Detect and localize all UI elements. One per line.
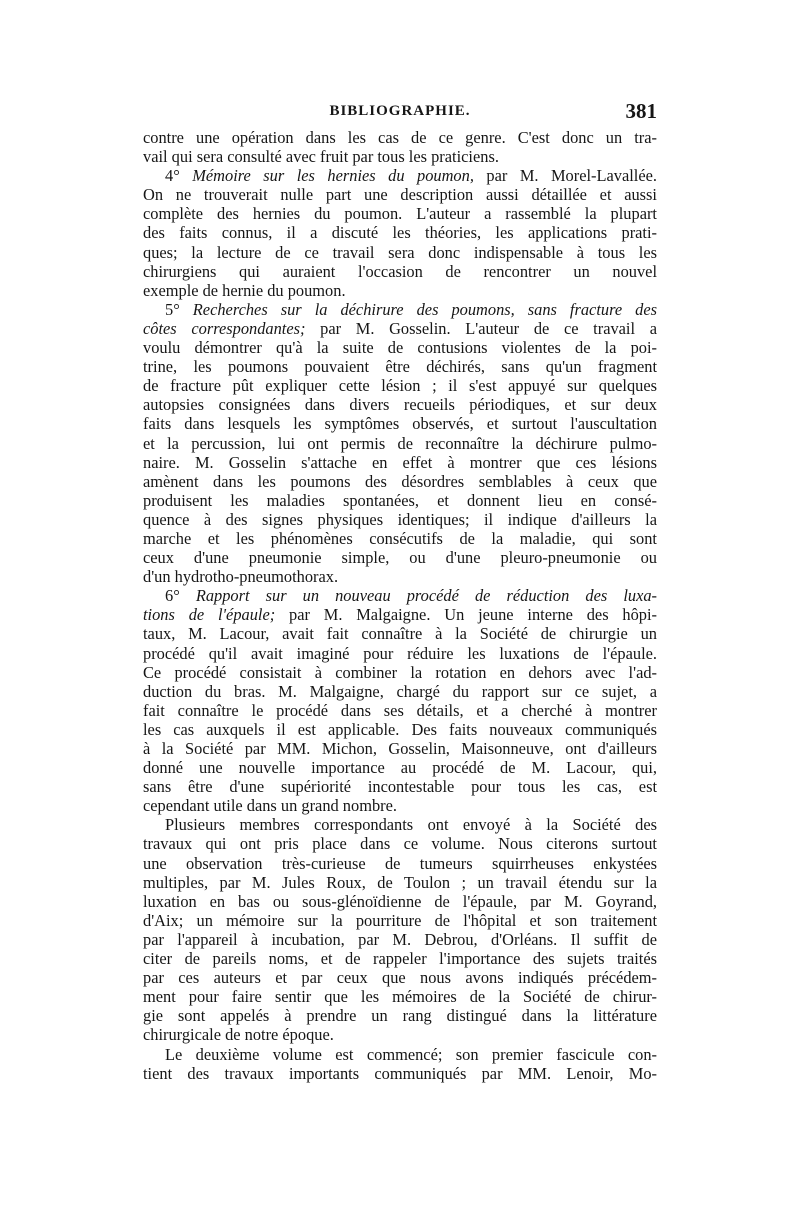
running-title: BIBLIOGRAPHIE. [329,103,471,119]
line-text: et la percussion, lui ont permis de reconnaître la déchirure pulmo- [143,433,657,453]
text-line [143,491,657,510]
text-line [143,147,657,166]
text-line [143,586,657,605]
text-line [143,1025,657,1044]
line-text: taux, M. Lacour, avait fait connaître à la Société de chirurgie un [143,624,657,644]
text-line [143,319,657,338]
text-line [143,128,657,147]
line-text: par ces auteurs et par ceux que nous avons indiqués précédem- [143,968,657,988]
text-line [143,529,657,548]
text-line [143,338,657,357]
line-text: par M. Gosselin. L'auteur de ce travail a [305,318,657,338]
text-line [143,873,657,892]
line-text: vail qui sera consulté avec fruit par tous les praticiens. [143,147,499,167]
text-line [143,395,657,414]
line-text: marche et les phénomènes consécutifs de la maladie, qui sont [143,528,657,548]
text-line [143,739,657,758]
line-text: ment pour faire sentir que les mémoires de la Société de chirur- [143,987,657,1007]
text-line [143,930,657,949]
italic-title-text: Mémoire sur les hernies du poumon, [192,166,474,186]
line-text: 5° [165,299,193,319]
text-line [143,281,657,300]
page-header [143,96,657,126]
text-line [143,1064,657,1083]
line-text: d'un hydrotho-pneumothorax. [143,567,339,587]
text-line [143,834,657,853]
italic-title-text: Recherches sur la déchirure des poumons, sans fracture des [192,299,657,319]
line-text: amènent dans les poumons des désordres semblables à ceux que [143,471,657,491]
text-line [143,796,657,815]
text-line [143,223,657,242]
text-line [143,605,657,624]
line-text: de fracture pût expliquer cette lésion ; il s'est appuyé sur quelques [143,376,657,396]
text-line [143,472,657,491]
line-text: ques; la lecture de ce travail sera donc indispensable à tous les [143,242,657,262]
line-text: contre une opération dans les cas de ce genre. C'est donc un tra- [143,128,657,147]
line-text: tient des travaux importants communiqués par MM. Lenoir, Mo- [143,1063,657,1083]
text-line [143,1006,657,1025]
text-line [143,777,657,796]
text-line [143,701,657,720]
text-line [143,815,657,834]
text-line [143,968,657,987]
text-line [143,434,657,453]
line-text: autopsies consignées dans divers recueils périodiques, et sur deux [143,395,657,415]
line-text: à la Société par MM. Michon, Gosselin, Maisonneuve, ont d'ailleurs [143,739,657,758]
line-text: travaux qui ont pris place dans ce volume. Nous citerons surtout [143,834,657,854]
line-text: une observation très-curieuse de tumeurs squirrheuses enkystées [143,853,657,873]
line-text: Le deuxième volume est commencé; son premier fascicule con- [165,1044,657,1064]
text-line [143,644,657,663]
line-text: les cas auxquels il est applicable. Des faits nouveaux communiqués [143,719,657,739]
text-line [143,376,657,395]
text-line [143,300,657,319]
line-text: chirurgicale de notre époque. [143,1025,334,1045]
text-line [143,548,657,567]
line-text: multiples, par M. Jules Roux, de Toulon ; un travail étendu sur la [143,872,657,892]
line-text: ceux d'une pneumonie simple, ou d'une pleuro-pneumonie ou [143,548,657,568]
line-text: fait connaître le procédé dans ses détails, et a cherché à montrer [143,700,657,720]
line-text: exemple de hernie du poumon. [143,280,346,300]
line-text: quence à des signes physiques identiques; il indique d'ailleurs la [143,509,657,529]
text-line [143,243,657,262]
line-text: citer de pareils noms, et de rappeler l'importance des sujets traités [143,949,657,969]
line-text: procédé qu'il avait imaginé pour réduire les luxations de l'épaule. [143,643,657,663]
line-text: complète des hernies du poumon. L'auteur a rassemblé la plupart [143,204,657,224]
text-line [143,185,657,204]
body-text [143,128,657,1083]
italic-title-text: côtes correspondantes; [143,318,306,338]
line-text: cependant utile dans un grand nombre. [143,796,397,816]
line-text: Ce procédé consistait à combiner la rotation en dehors avec l'ad- [143,662,657,682]
text-line [143,892,657,911]
text-line [143,204,657,223]
text-line [143,262,657,281]
line-text: voulu démontrer qu'à la suite de contusions violentes de la poi- [143,338,657,358]
line-text: naire. M. Gosselin s'attache en effet à montrer que ces lésions [143,452,657,472]
line-text: duction du bras. M. Malgaigne, chargé du rapport sur ce sujet, a [143,681,657,701]
page-number: 381 [625,99,657,123]
line-text: chirurgiens qui auraient l'occasion de rencontrer un nouvel [143,261,657,281]
line-text: Plusieurs membres correspondants ont envoyé à la Société des [165,815,657,835]
line-text: luxation en bas ou sous-glénoïdienne de l'épaule, par M. Goyrand, [143,891,657,911]
text-line [143,357,657,376]
line-text: d'Aix; un mémoire sur la pourriture de l'hôpital et son traitement [143,910,657,930]
text-line [143,911,657,930]
line-text: 4° [165,166,193,186]
line-text: par M. Malgaigne. Un jeune interne des hôpi- [275,605,657,625]
text-line [143,854,657,873]
line-text: sans être d'une supériorité incontestable pour tous les cas, est [143,777,657,797]
text-line [143,567,657,586]
italic-title-text: tions de l'épaule; [143,605,276,625]
line-text: produisent les maladies spontanées, et donnent lieu en consé- [143,490,657,510]
text-line [143,949,657,968]
line-text: gie sont appelés à prendre un rang distingué dans la littérature [143,1006,657,1026]
text-line [143,453,657,472]
line-text: faits dans lesquels les symptômes observés, et surtout l'auscultation [143,414,657,434]
line-text: des faits connus, il a discuté les théories, les applications prati- [143,223,657,243]
text-line [143,987,657,1006]
text-line [143,510,657,529]
text-line [143,414,657,433]
line-text: trine, les poumons pouvaient être déchirés, sans qu'un fragment [143,357,657,377]
line-text: par l'appareil à incubation, par M. Debrou, d'Orléans. Il suffit de [143,929,657,949]
text-line [143,682,657,701]
text-line [143,624,657,643]
text-line [143,1045,657,1064]
text-line [143,720,657,739]
line-text: 6° [165,586,196,606]
line-text: donné une nouvelle importance au procédé de M. Lacour, qui, [143,758,657,778]
text-line [143,663,657,682]
text-line [143,166,657,185]
line-text: par M. Morel-Lavallée. [473,166,657,186]
line-text: On ne trouverait nulle part une description aussi détaillée et aussi [143,185,657,205]
text-line [143,758,657,777]
italic-title-text: Rapport sur un nouveau procédé de réduction des luxa- [195,586,657,606]
